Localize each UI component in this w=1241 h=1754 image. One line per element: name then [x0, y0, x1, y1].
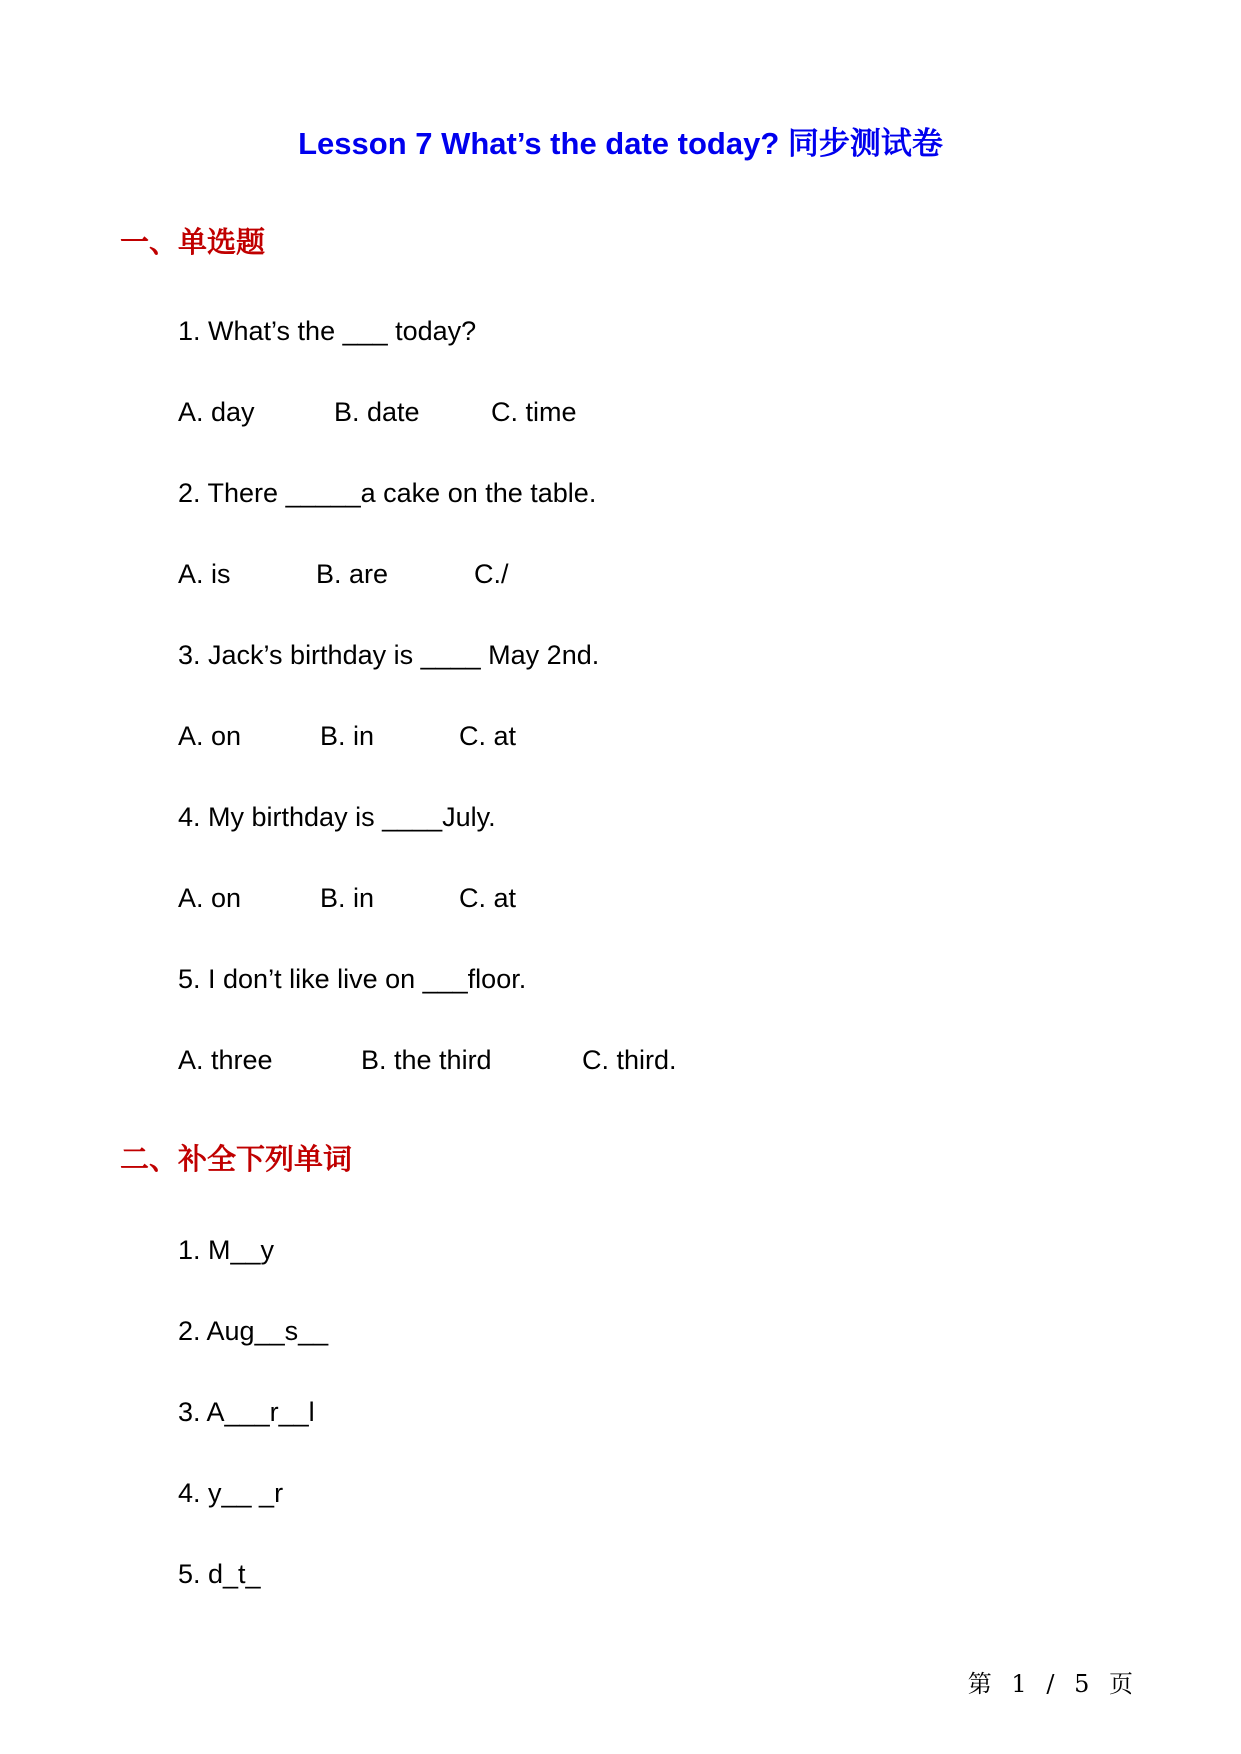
question-2-options	[178, 556, 778, 592]
question-4-options	[178, 880, 778, 916]
word-item-1: 1. M__y	[178, 1235, 275, 1265]
footer-suffix: 页	[1109, 1670, 1133, 1698]
question-1-option-a: A. day	[178, 397, 255, 427]
page-title: Lesson 7 What’s the date today? 同步测试卷	[298, 126, 943, 161]
word-item-3: 3. A___r__l	[178, 1397, 315, 1427]
word-item-2: 2. Aug__s__	[178, 1316, 329, 1346]
word-item-4: 4. y__ _r	[178, 1478, 284, 1508]
question-3-stem: 3. Jack’s birthday is ____ May 2nd.	[178, 640, 600, 670]
question-3-option-b: B. in	[320, 721, 375, 751]
question-4-option-b: B. in	[320, 883, 375, 913]
question-4-stem: 4. My birthday is ____July.	[178, 802, 496, 832]
question-3-option-c: C. at	[459, 721, 517, 751]
page-number-footer	[968, 1666, 1133, 1702]
section-heading-complete-words: 二、补全下列单词	[120, 1142, 353, 1176]
question-2-option-b: B. are	[316, 559, 389, 589]
question-4-option-a: A. on	[178, 883, 242, 913]
question-1-option-b: B. date	[334, 397, 420, 427]
footer-separator: /	[1046, 1670, 1055, 1698]
section-heading-single-choice: 一、单选题	[120, 225, 266, 259]
question-5-stem: 5. I don’t like live on ___floor.	[178, 964, 527, 994]
question-5-options	[178, 1042, 878, 1078]
footer-total-pages: 5	[1074, 1670, 1090, 1698]
question-3-options	[178, 718, 778, 754]
question-4-option-c: C. at	[459, 883, 517, 913]
question-5-option-a: A. three	[178, 1045, 273, 1075]
question-2-option-a: A. is	[178, 559, 231, 589]
question-2-stem: 2. There _____a cake on the table.	[178, 478, 597, 508]
question-5-option-c: C. third.	[582, 1045, 677, 1075]
question-2-option-c: C./	[474, 559, 509, 589]
question-3-option-a: A. on	[178, 721, 242, 751]
question-1-options	[178, 394, 778, 430]
question-1-stem: 1. What’s the ___ today?	[178, 316, 477, 346]
word-item-5: 5. d_t_	[178, 1559, 261, 1589]
footer-prefix: 第	[967, 1670, 992, 1698]
question-1-option-c: C. time	[491, 397, 577, 427]
question-5-option-b: B. the third	[361, 1045, 492, 1075]
footer-current-page: 1	[1011, 1670, 1027, 1698]
